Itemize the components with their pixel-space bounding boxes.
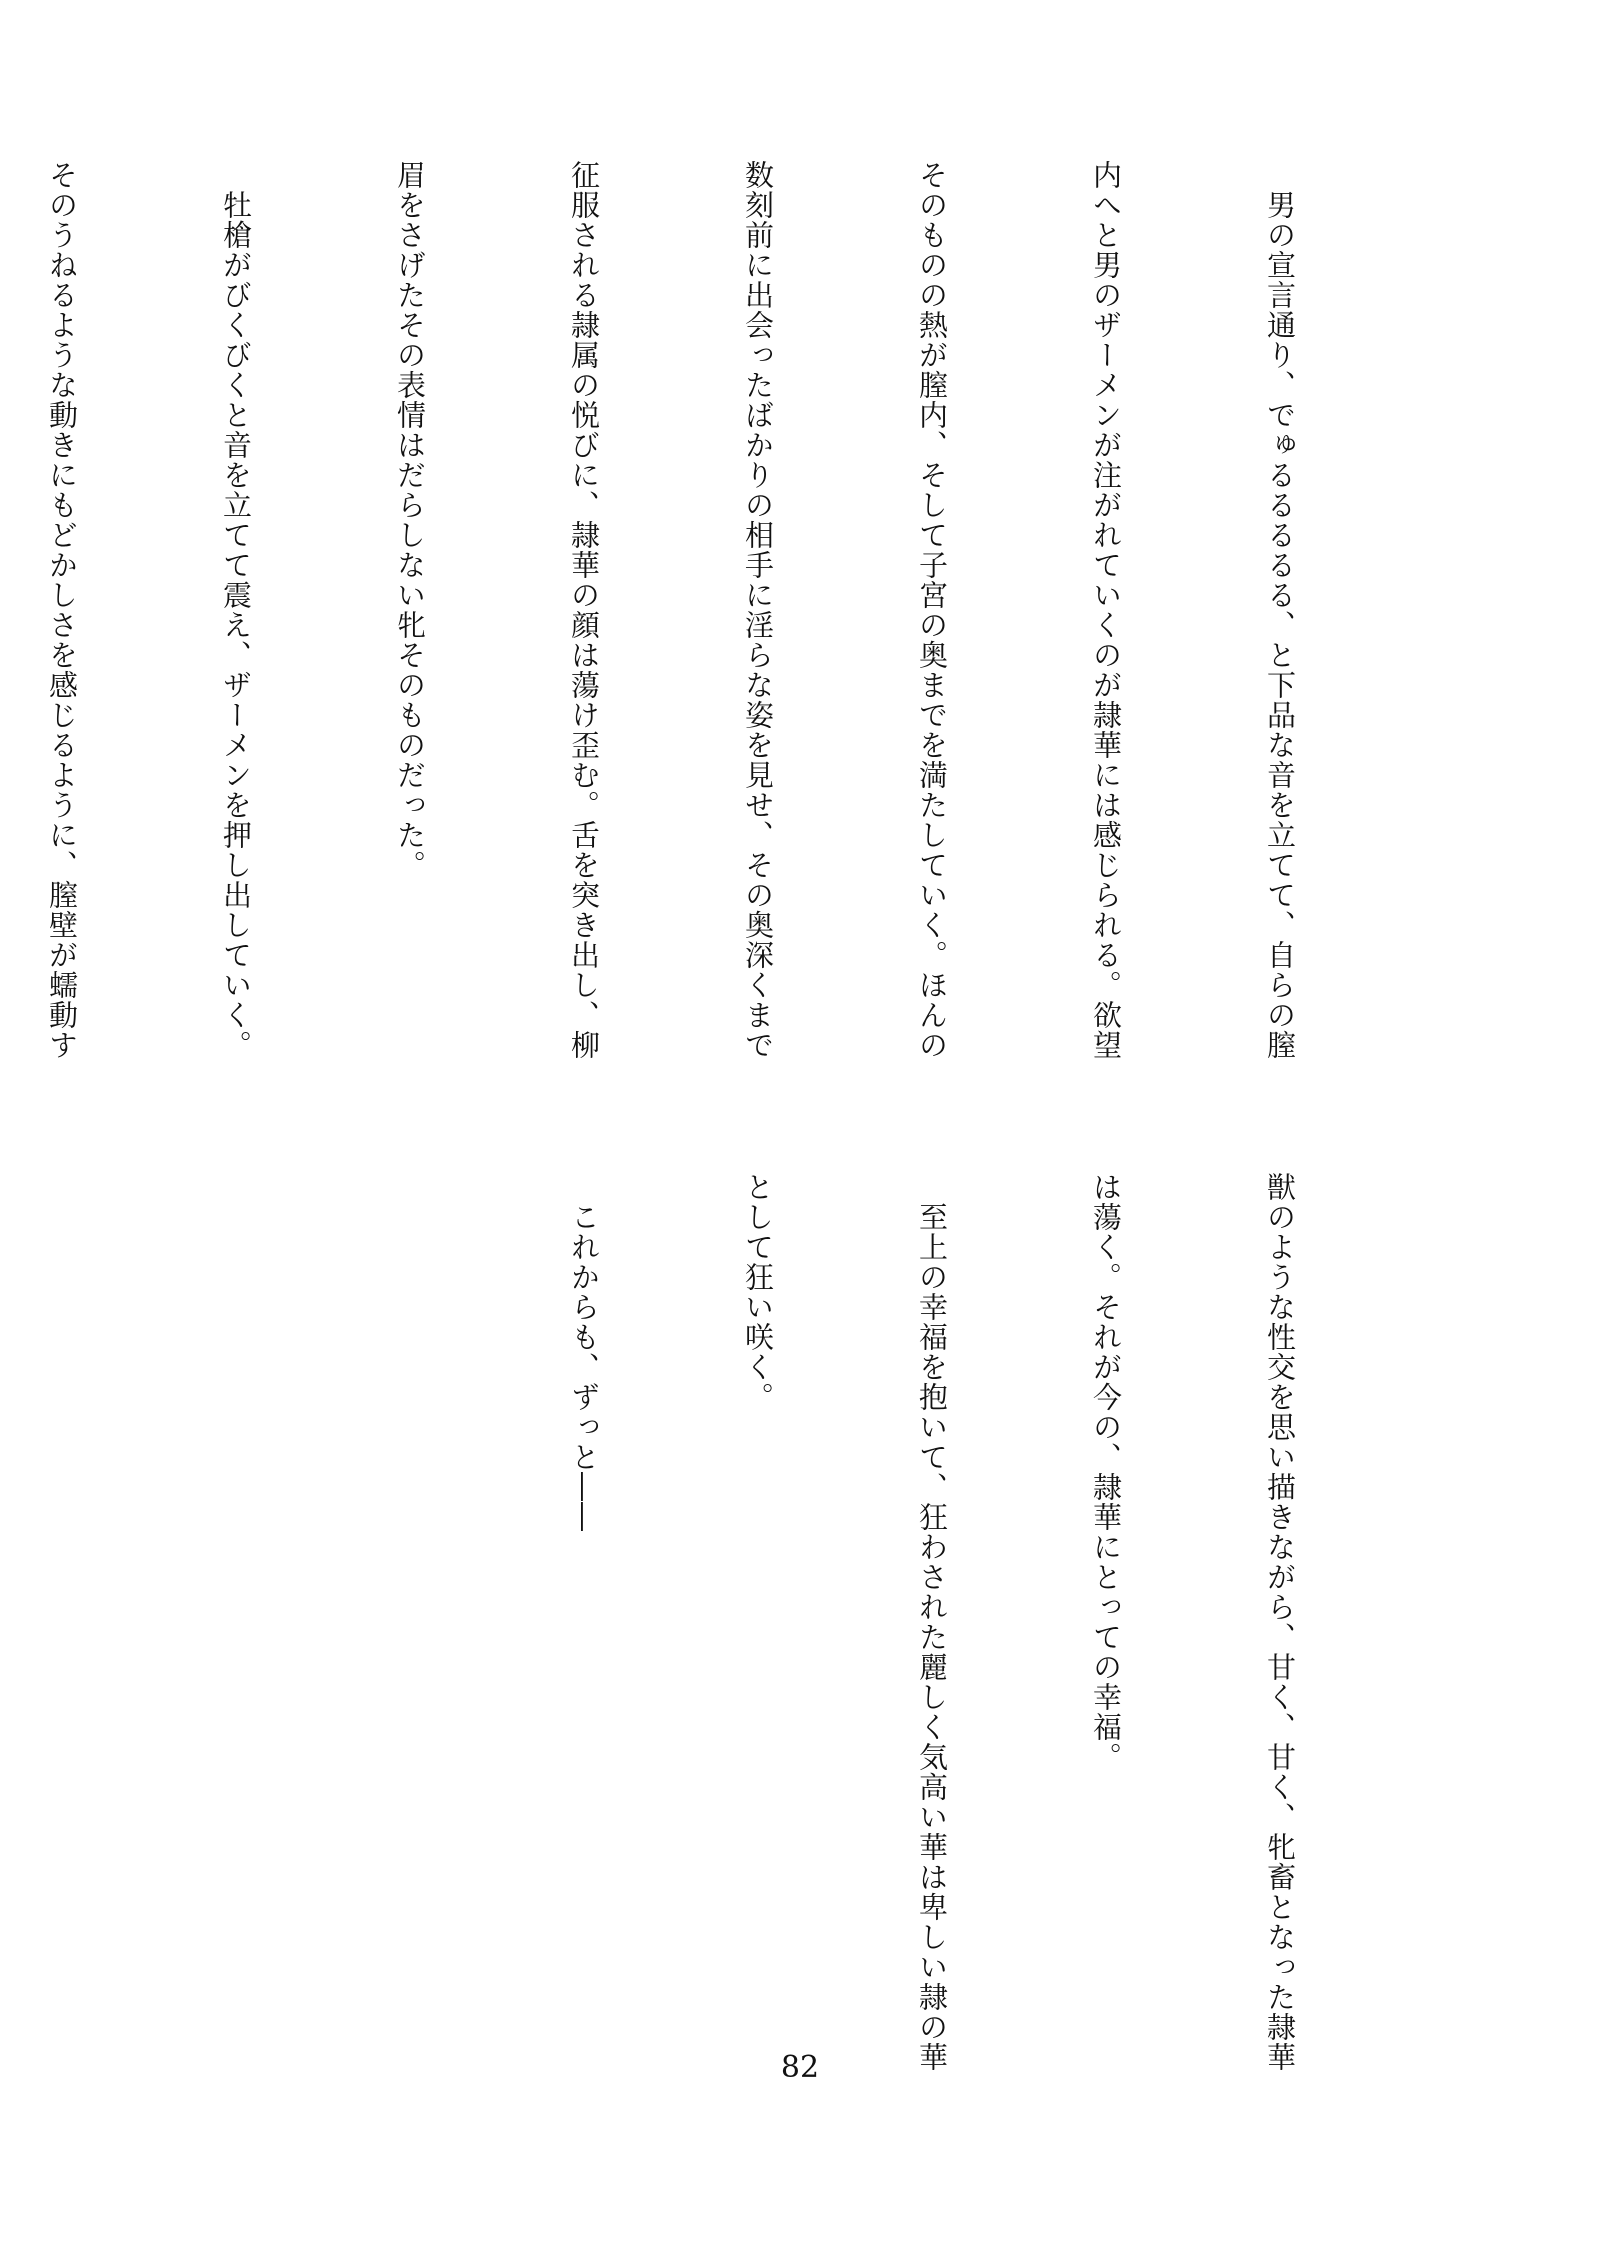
text-line: として狂い咲く。 (741, 1172, 775, 1412)
text-line: は蕩く。それが今の、隷華にとっての幸福。 (1089, 1172, 1123, 1772)
text-line: 至上の幸福を抱いて、狂わされた麗しく気高い華は卑しい隷の華 (915, 1172, 949, 2072)
text-line: そのものの熱が膣内、そして子宮の奥までを満たしていく。ほんの (915, 160, 949, 1060)
text-line: そのうねるような動きにもどかしさを感じるように、膣壁が蠕動す (45, 160, 79, 1060)
text-line: 男の宣言通り、でゅるるるるる、と下品な音を立てて、自らの膣 (1263, 160, 1297, 1060)
text-line: 征服される隷属の悦びに、隷華の顔は蕩け歪む。舌を突き出し、柳 (567, 160, 601, 1060)
text-line: これからも、ずっと―― (567, 1172, 601, 1532)
text-line: 牡槍がびくびくと音を立てて震え、ザーメンを押し出していく。 (219, 160, 253, 1060)
text-line: 内へと男のザーメンが注がれていくのが隷華には感じられる。欲望 (1089, 160, 1123, 1060)
page-number: 82 (780, 2050, 820, 2085)
text-line: 獣のような性交を思い描きながら、甘く、甘く、牝畜となった隷華 (1263, 1172, 1297, 2072)
text-line: 眉をさげたその表情はだらしない牝そのものだった。 (393, 160, 427, 880)
text-line: 数刻前に出会ったばかりの相手に淫らな姿を見せ、その奥深くまで (741, 160, 775, 1060)
upper-text-block (45, 160, 1425, 1060)
